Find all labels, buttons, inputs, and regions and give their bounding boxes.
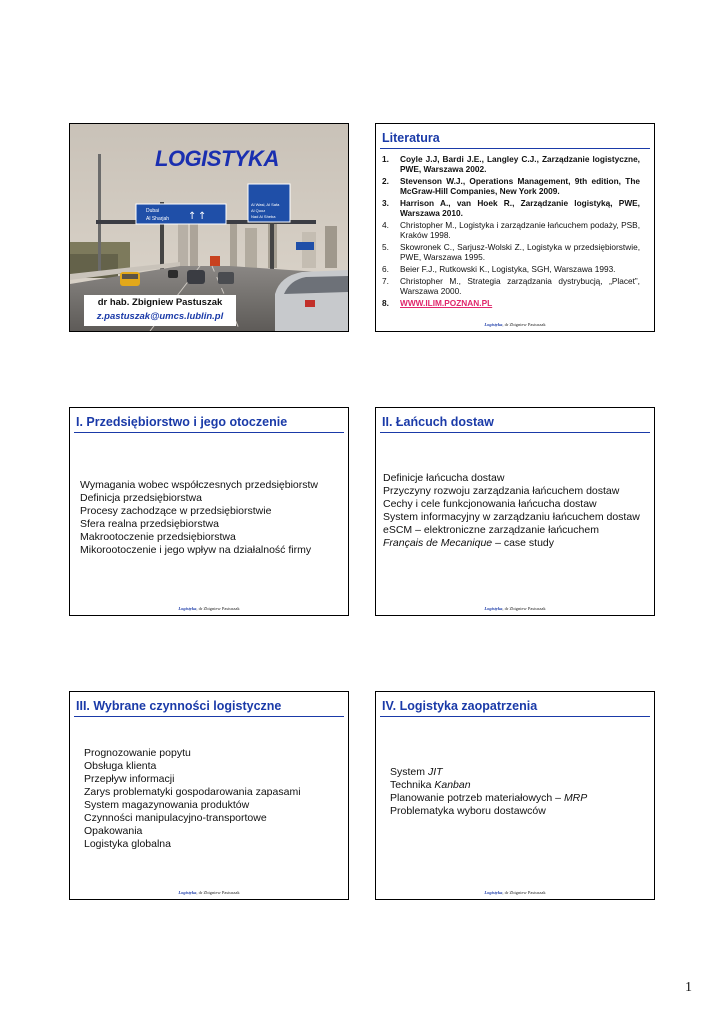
list-item: Problematyka wyboru dostawców [390,805,546,817]
literature-number: 8. [382,298,389,308]
slide-logistics-activities [69,691,349,900]
heading-rule [74,432,344,433]
topic-list [383,472,640,550]
sign-line-2: Al Quoz [251,208,266,213]
topic-list [390,766,587,818]
literature-number: 3. [382,198,389,208]
slide-heading: IV. Logistyka zaopatrzenia [382,699,538,713]
slide-heading: II. Łańcuch dostaw [382,415,494,429]
title-slide [69,123,349,332]
literature-link[interactable]: WWW.ILIM.POZNAN.PL [400,298,493,308]
svg-text:↑: ↑ [188,211,197,222]
list-item: Opakowania [84,825,143,837]
literature-list [382,154,640,310]
list-item: Przyczyny rozwoju zarządzania łańcuchem dostaw [383,485,620,497]
footer-brand: Logistyka [484,322,503,327]
literature-number: 7. [382,276,389,286]
literature-text: Coyle J.J, Bardi J.E., Langley C.J., Zarządzanie logistyczne, PWE, Warszawa 2002. [400,154,640,174]
author-name: dr hab. Zbigniew Pastuszak [97,297,223,308]
footer-author: , dr Zbigniew Pastuszak [502,322,546,327]
slide-procurement [375,691,655,900]
item-term: Kanban [434,779,471,791]
list-item: Logistyka globalna [84,838,171,850]
slide-footer [70,890,348,895]
sign-sharjah: Al Sharjah [146,216,170,222]
literature-item-5 [382,242,640,262]
list-item: Mikorootoczenie i jego wpływ na działalność firmy [80,544,312,556]
list-item: Procesy zachodzące w przedsiębiorstwie [80,505,272,517]
slide-supply-chain [375,407,655,616]
literature-item-8 [382,298,640,308]
slide-heading: I. Przedsiębiorstwo i jego otoczenie [76,415,288,429]
footer-author: , dr Zbigniew Pastuszak [196,606,240,611]
literature-text: Christopher M., Logistyka i zarządzanie łańcuchem podaży, PSB, Kraków 1998. [400,220,640,240]
slide-heading: III. Wybrane czynności logistyczne [76,699,282,713]
list-item [390,779,587,792]
list-item: System magazynowania produktów [84,799,250,811]
heading-rule [380,716,650,717]
item-text: Technika [390,779,435,791]
list-item: Czynności manipulacyjno-transportowe [84,812,267,824]
list-item: Definicja przedsiębiorstwa [80,492,202,504]
literature-item-7 [382,276,640,296]
literature-item-1 [382,154,640,174]
author-email[interactable]: z.pastuszak@umcs.lublin.pl [96,311,224,322]
footer-brand: Logistyka [178,890,197,895]
slide-footer [70,606,348,611]
case-study-name: Français de Mecanique [383,537,493,549]
case-study-suffix: – case study [492,537,555,549]
list-item: Obsługa klienta [84,760,157,772]
literature-item-4 [382,220,640,240]
list-item [383,537,640,550]
list-item [390,766,587,779]
slide-footer [376,606,654,611]
list-item: Cechy i cele funkcjonowania łańcucha dostaw [383,498,597,510]
literature-number: 5. [382,242,389,252]
page-number: 1 [685,980,692,995]
literature-number: 4. [382,220,389,230]
literature-item-2 [382,176,640,196]
slide-enterprise [69,407,349,616]
literature-number: 1. [382,154,389,164]
svg-text:↑: ↑ [198,211,207,222]
list-item: Wymagania wobec współczesnych przedsiębiorstw [80,479,319,491]
sign-line-3: Nad Al Sheba [251,214,276,219]
list-item [390,792,587,805]
literature-item-3 [382,198,640,218]
list-item: Zarys problematyki gospodarowania zapasami [84,786,301,798]
footer-brand: Logistyka [484,890,503,895]
list-item: Przepływ informacji [84,773,175,785]
literature-text: Stevenson W.J., Operations Management, 9th edition, The McGraw-Hill Companies, New York 2009. [400,176,640,196]
list-item: Prognozowanie popytu [84,747,191,759]
footer-author: , dr Zbigniew Pastuszak [196,890,240,895]
sign-line-1: Al Wasl, Al Safa [251,202,280,207]
topic-list [80,479,318,557]
slide-heading: Literatura [382,131,440,145]
literature-text: Harrison A., van Hoek R., Zarządzanie logistyką, PWE, Warszawa 2010. [400,198,640,218]
item-term: JIT [427,766,443,778]
footer-brand: Logistyka [484,606,503,611]
slide-footer [376,890,654,895]
list-item: System informacyjny w zarządzaniu łańcuchem dostaw [383,511,640,523]
heading-rule [380,432,650,433]
heading-rule [380,148,650,149]
literature-item-6 [382,264,640,274]
item-text: System [390,766,428,778]
literature-text: Beier F.J., Rutkowski K., Logistyka, SGH, Warszawa 1993. [400,264,616,274]
list-item: Makrootoczenie przedsiębiorstwa [80,531,236,543]
literature-number: 2. [382,176,389,186]
item-term: MRP [563,792,588,804]
presentation-title: LOGISTYKA [155,146,279,171]
literature-number: 6. [382,264,389,274]
literature-text: Skowronek C., Sarjusz-Wolski Z., Logistyka w przedsiębiorstwie, PWE, Warszawa 1995. [400,242,640,262]
footer-author: , dr Zbigniew Pastuszak [502,890,546,895]
literature-slide [375,123,655,332]
topic-list [84,747,301,851]
footer-author: , dr Zbigniew Pastuszak [502,606,546,611]
heading-rule [74,716,344,717]
list-item: Sfera realna przedsiębiorstwa [80,518,219,530]
slide-footer [376,322,654,327]
author-box [84,295,236,326]
literature-text: Christopher M., Strategia zarządzania dystrybucją, „Placet”, Warszawa 2000. [400,276,640,296]
footer-brand: Logistyka [178,606,197,611]
item-text: Planowanie potrzeb materiałowych – [390,792,564,804]
sign-dubai: Dubai [146,208,160,214]
list-item: eSCM – elektroniczne zarządzanie łańcuchem [383,524,599,536]
list-item: Definicje łańcucha dostaw [383,472,505,484]
